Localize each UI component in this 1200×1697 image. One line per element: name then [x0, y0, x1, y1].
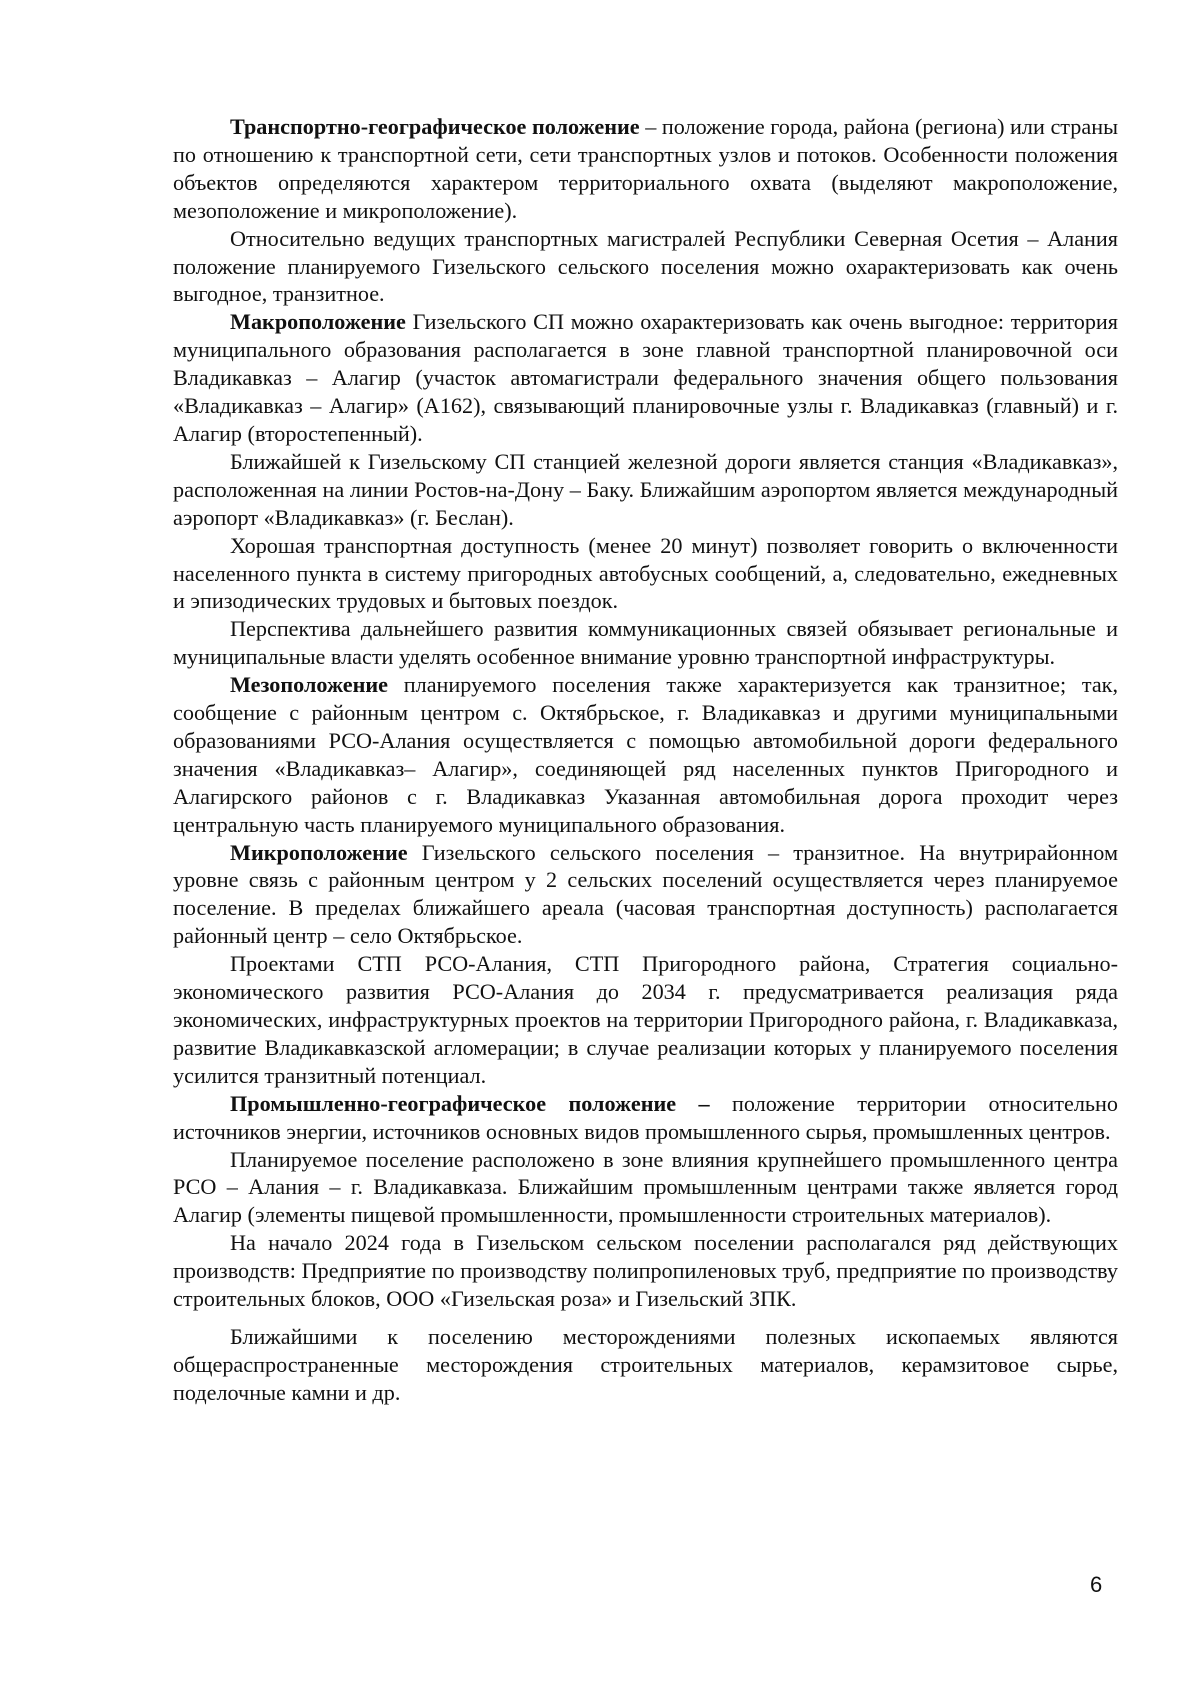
document-body: [173, 113, 1118, 1407]
paragraph-text: Гизельского сельского поселения – транзитное. На внутрирайонном уровне связь с районным центром у 2 сельских поселений осуществляется через планируемое поселение. В пределах ближайшего ареала (часовая транспортная доступность) располагается районный центр – село Октябрьское.: [173, 839, 1118, 949]
paragraph-text: Гизельского СП можно охарактеризовать как очень выгодное: территория муниципального образования располагается в зоне главной транспортной планировочной оси Владикавказ – Алагир (участок автомагистрали федерального значения общего пользования «Владикавказ – Алагир» (А162), связывающий планировочные узлы г. Владикавказ (главный) и г. Алагир (второстепенный).: [173, 309, 1118, 446]
page-number: 6: [1090, 1572, 1103, 1597]
paragraph-projects: [173, 950, 1118, 1090]
paragraph-accessibility: [173, 532, 1118, 616]
paragraph-macroposition: [173, 308, 1118, 448]
paragraph-perspective: [173, 615, 1118, 671]
paragraph-deposits: [173, 1323, 1118, 1407]
paragraph-text: Планируемое поселение расположено в зоне влияния крупнейшего промышленного центра РСО – Алания – г. Владикавказа. Ближайшим промышленным центрами также является город Алагир (элементы пищевой промышленности, промышленности строительных материалов).: [173, 1146, 1118, 1228]
term-mesoposition: Мезоположение: [230, 672, 389, 698]
term-industrial-position: Промышленно-географическое положение –: [230, 1090, 710, 1116]
paragraph-text: положение территории относительно источников энергии, источников основных видов промышленного сырья, промышленных центров.: [173, 1090, 1118, 1144]
paragraph-text: Перспектива дальнейшего развития коммуникационных связей обязывает региональные и муниципальные власти уделять особенное внимание уровню транспортной инфраструктуры.: [173, 616, 1118, 670]
paragraph-text: Проектами СТП РСО-Алания, СТП Пригородного района, Стратегия социально-экономического развития РСО-Алания до 2034 г. предусматривается реализация ряда экономических, инфраструктурных проектов на территории Пригородного района, г. Владикавказа, развитие Владикавказской агломерации; в случае реализации которых у планируемого поселения усилится транзитный потенциал.: [173, 951, 1118, 1088]
paragraph-mesoposition: [173, 671, 1118, 838]
term-transport-position: Транспортно-географическое положение: [230, 114, 640, 139]
paragraph-railway: [173, 448, 1118, 532]
paragraph-text: Относительно ведущих транспортных магистралей Республики Северная Осетия – Алания положение планируемого Гизельского сельского поселения можно охарактеризовать как очень выгодное, транзитное.: [173, 225, 1118, 307]
paragraph-highways: [173, 225, 1118, 309]
paragraph-industrial-position: [173, 1090, 1118, 1146]
paragraph-microposition: [173, 839, 1118, 951]
term-macroposition: Макроположение: [230, 309, 406, 335]
paragraph-text: планируемого поселения также характеризуется как транзитное; так, сообщение с районным центром с. Октябрьское, г. Владикавказ и другими муниципальными образованиями РСО-Алания осуществляется с помощью автомобильной дороги федерального значения «Владикавказ– Алагир», соединяющей ряд населенных пунктов Пригородного и Алагирского районов с г. Владикавказ Указанная автомобильная дорога проходит через центральную часть планируемого муниципального образования.: [173, 672, 1118, 837]
paragraph-transport-position: [173, 113, 1118, 225]
paragraph-text: На начало 2024 года в Гизельском сельском поселении располагался ряд действующих производств: Предприятие по производству полипропиленовых труб, предприятие по производству строительных блоков, ООО «Гизельская роза» и Гизельский ЗПК.: [173, 1230, 1118, 1312]
term-microposition: Микроположение: [230, 839, 408, 865]
paragraph-text: Хорошая транспортная доступность (менее 20 минут) позволяет говорить о включенности населенного пункта в систему пригородных автобусных сообщений, а, следовательно, ежедневных и эпизодических трудовых и бытовых поездок.: [173, 532, 1118, 614]
paragraph-enterprises: [173, 1229, 1118, 1313]
paragraph-text: – положение города, района (региона) или страны по отношению к транспортной сети, сети транспортных узлов и потоков. Особенности положения объектов определяются характером территориального охвата (выделяют макроположение, мезоположение и микроположение).: [173, 114, 1118, 223]
paragraph-industrial-center: [173, 1146, 1118, 1230]
paragraph-text: Ближайшей к Гизельскому СП станцией железной дороги является станция «Владикавказ», расположенная на линии Ростов-на-Дону – Баку. Ближайшим аэропортом является международный аэропорт «Владикавказ» (г. Беслан).: [173, 448, 1118, 530]
paragraph-text: Ближайшими к поселению месторождениями полезных ископаемых являются общераспространенные месторождения строительных материалов, керамзитовое сырье, поделочные камни и др.: [173, 1323, 1118, 1405]
